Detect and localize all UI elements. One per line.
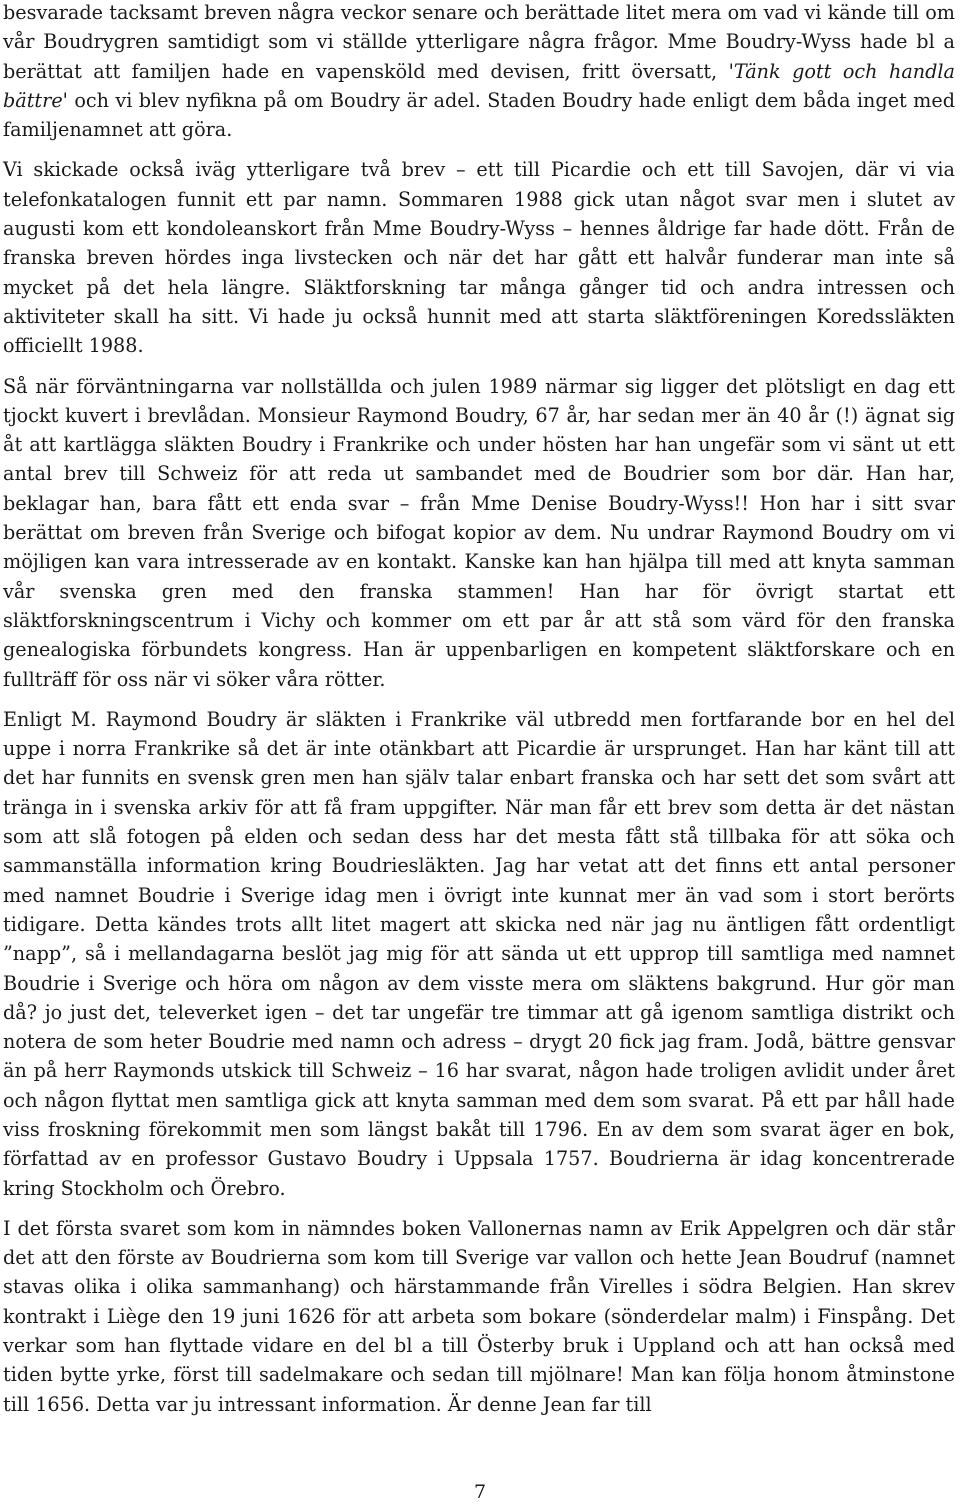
paragraph-1 — [3, 0, 955, 144]
paragraph-2: Vi skickade också iväg ytterligare två brev – ett till Picardie och ett till Savojen, där vi via telefonkatalogen funnit ett par namn. Sommaren 1988 gick utan något svar men i slutet av augusti kom ett kondoleanskort från Mme Boudry-Wyss – hennes åldrige far hade dött. Från de franska breven hördes inga livstecken och när det har gått ett halvår funderar man inte så mycket på det hela längre. Släktforskning tar många gånger tid och andra intressen och aktiviteter skall ha sitt. Vi hade ju också hunnit med att starta släktföreningen Koredssläkten officiellt 1988. — [3, 158, 955, 358]
paragraph-5: I det första svaret som kom in nämndes boken Vallonernas namn av Erik Appelgren och där står det att den förste av Boudrierna som kom till Sverige var vallon och hette Jean Boudruf (namnet stavas olika i olika sammanhang) och härstammande från Virelles i södra Belgien. Han skrev kontrakt i Liège den 19 juni 1626 för att arbeta som bokare (sönderdelar malm) i Finspång. Det verkar som han flyttade vidare en del bl a till Österby bruk i Uppland och att han också med tiden bytte yrke, först till sadelmakare och sedan till mjölnare! Man kan följa honom åtminstone till 1656. Detta var ju intressant information. Är denne Jean far till — [3, 1216, 955, 1416]
paragraph-1-text-b: och vi blev nyfikna på om Boudry är adel. Staden Boudry hade enligt dem båda inget med familjenamnet att göra. — [3, 88, 955, 142]
motto-italic: 'Tänk gott och handla bättre' — [3, 59, 955, 112]
paragraph-4: Enligt M. Raymond Boudry är släkten i Frankrike väl utbredd men fortfarande bor en hel del uppe i norra Frankrike så det är inte otänkbart att Picardie är ursprunget. Han har känt till att det har funnits en svensk gren men han själv talar enbart franska och har sett det som svårt att tränga in i svenska arkiv för att få fram uppgifter. När man får ett brev som detta är det nästan som att slå fotogen på elden och sedan dess har det mesta fått stå tillbaka för att söka och sammanställa information kring Boudriesläkten. Jag har vetat att det finns ett antal personer med namnet Boudrie i Sverige idag men i övrigt inte kunnat mer än vad som i stort berörts tidigare. Detta kändes trots allt litet magert att skicka ned när jag nu äntligen fått ordentligt ”napp”, så i mellandagarna beslöt jag mig för att sända ut ett upprop till samtliga med namnet Boudrie i Sverige och höra om någon av dem visste mera om släktens bakgrund. Hur gör man då? jo just det, televerket igen – det tar ungefär tre timmar att gå igenom samtliga distrikt och notera de som heter Boudrie med namn och adress – drygt 20 fick jag fram. Jodå, bättre gensvar än på herr Raymonds utskick till Schweiz – 16 har svarat, någon hade troligen avlidit under året och någon flyttat men samtliga gick att knyta samman med dem som svarat. På ett par håll hade viss froskning förekommit men som längst bakåt till 1796. En av dem som svarat äger en bok, författad av en professor Gustavo Boudry i Uppsala 1757. Boudrierna är idag koncentrerade kring Stockholm och Örebro. — [3, 707, 955, 1200]
document-page — [3, 0, 955, 1430]
page-number: 7 — [473, 1481, 487, 1503]
paragraph-1-text-a: besvarade tacksamt breven några veckor senare och berättade litet mera om vad vi kände till om vår Boudrygren samtidigt som vi ställde ytterligare några frågor. Mme Boudry-Wyss hade bl a berättat att familjen hade en vapensköld med devisen, fritt översatt, — [3, 1, 955, 83]
paragraph-3: Så när förväntningarna var nollställda och julen 1989 närmar sig ligger det plötsligt en dag ett tjockt kuvert i brevlådan. Monsieur Raymond Boudry, 67 år, har sedan mer än 40 år (!) ägnat sig åt att kartlägga släkten Boudry i Frankrike och under hösten har han ungefär som vi sänt ut ett antal brev till Schweiz för att reda ut sambandet med de Boudrier som bor där. Han har, beklagar han, bara fått ett enda svar – från Mme Denise Boudry-Wyss!! Hon har i sitt svar berättat om breven från Sverige och bifogat kopior av dem. Nu undrar Raymond Boudry om vi möjligen kan vara intresserade av en kontakt. Kanske kan han hjälpa till med att knyta samman vår svenska gren med den franska stammen! Han har för övrigt startat ett släktforskningscentrum i Vichy och kommer om ett par år att stå som värd för den franska genealogiska förbundets kongress. Han är uppenbarligen en kompetent släktforskare och en fullträff för oss när vi söker våra rötter. — [3, 374, 955, 691]
